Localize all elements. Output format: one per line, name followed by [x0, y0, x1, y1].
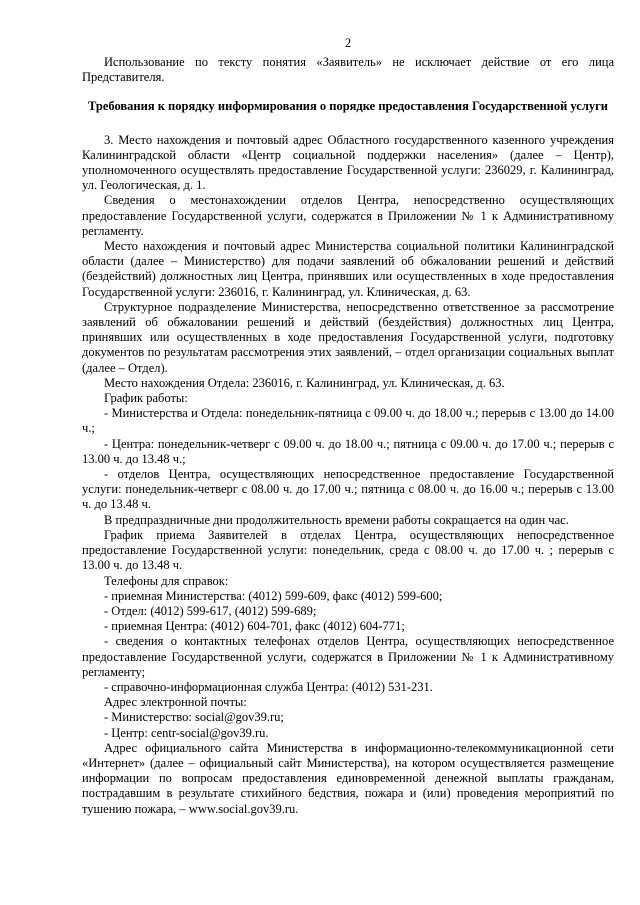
paragraph-reception-schedule: График приема Заявителей в отделах Центра, осуществляющих непосредственное предоставление Государственной услуги: понедельник, среда с 08.00 ч. до 17.00 ч. ; перерыв с 13.00 ч. до 13.48 ч. — [82, 527, 614, 573]
paragraph-ministry-address: Место нахождения и почтовый адрес Министерства социальной политики Калининградской области (далее – Министерство) для подачи заявлений об обжаловании решений и действий (бездействий) должностных лиц Центра, принявших или осуществленных в ходе предоставления Государственной услуги: 236016, г. Калининград, ул. Клиническая, д. 63. — [82, 239, 614, 299]
paragraph-schedule-heading: График работы: — [104, 391, 188, 406]
section-heading: Требования к порядку информирования о порядке предоставления Государственной услуги — [88, 99, 608, 114]
paragraph-schedule-ministry: - Министерства и Отдела: понедельник-пятница с 09.00 ч. до 18.00 ч.; перерыв с 13.00 до 14.00 ч.; — [82, 406, 614, 436]
paragraph-phone-helpdesk: - справочно-информационная служба Центра: (4012) 531-231. — [104, 679, 433, 694]
paragraph-phone-department: - Отдел: (4012) 599-617, (4012) 599-689; — [104, 603, 317, 618]
paragraph-schedule-departments: - отделов Центра, осуществляющих непосредственное предоставление Государственной услуги: понедельник-четверг с 08.00 ч. до 17.00 ч.; пятница с 08.00 ч. до 16.00 ч.; перерыв с 13.00 ч. до 13.48 ч. — [82, 467, 614, 512]
paragraph-phone-departments-info: - сведения о контактных телефонах отделов Центра, осуществляющих непосредственное предоставление Государственной услуги, содержатся в Приложении № 1 к Административному регламенту; — [82, 634, 614, 679]
paragraph-website: Адрес официального сайта Министерства в информационно-телекоммуникационной сети «Интернет» (далее – официальный сайт Министерства), на котором осуществляется размещение информации по вопросам предоставления единовременной денежной выплаты гражданам, пострадавшим в результате стихийного бедствия, пожара и (или) проведения мероприятий по тушению пожара, – www.social.gov39.ru. — [82, 740, 614, 816]
paragraph-departments-info: Сведения о местонахождении отделов Центра, непосредственно осуществляющих предоставление Государственной услуги, содержатся в Приложении № 1 к Административному регламенту. — [82, 193, 614, 238]
paragraph-phones-heading: Телефоны для справок: — [104, 573, 229, 588]
paragraph-email-center: - Центр: centr-social@gov39.ru. — [104, 725, 269, 740]
paragraph-center-address: 3. Место нахождения и почтовый адрес Областного государственного казенного учреждения Калининградской области «Центр социальной поддержки населения» (далее – Центр), уполномоченного осуществлять предоставление Государственной услуги: 236029, г. Калининград, ул. Геологическая, д. 1. — [82, 132, 614, 193]
paragraph-email-ministry: - Министерство: social@gov39.ru; — [104, 710, 284, 725]
paragraph-department-location: Место нахождения Отдела: 236016, г. Калининград, ул. Клиническая, д. 63. — [104, 375, 505, 390]
paragraph-schedule-center: - Центра: понедельник-четверг с 09.00 ч. до 18.00 ч.; пятница с 09.00 ч. до 17.00 ч.; перерыв с 13.00 ч. до 13.48 ч.; — [82, 436, 614, 466]
paragraph-department-responsible: Структурное подразделение Министерства, непосредственно ответственное за рассмотрение заявлений об обжаловании решений и действий (бездействия) должностных лиц Центра, принявших или осуществленных в ходе предоставления Государственной услуги, подготовку документов по результатам рассмотрения этих заявлений, – отдел организации социальных выплат (далее – Отдел). — [82, 299, 614, 375]
paragraph-phone-ministry: - приемная Министерства: (4012) 599-609, факс (4012) 599-600; — [104, 588, 443, 603]
page-number: 2 — [344, 36, 352, 50]
paragraph-holiday-note: В предпраздничные дни продолжительность времени работы сокращается на один час. — [104, 512, 569, 527]
paragraph-phone-center: - приемная Центра: (4012) 604-701, факс (4012) 604-771; — [104, 619, 405, 634]
paragraph-email-heading: Адрес электронной почты: — [104, 695, 247, 710]
intro-paragraph: Использование по тексту понятия «Заявитель» не исключает действие от его лица Представителя. — [82, 55, 614, 85]
